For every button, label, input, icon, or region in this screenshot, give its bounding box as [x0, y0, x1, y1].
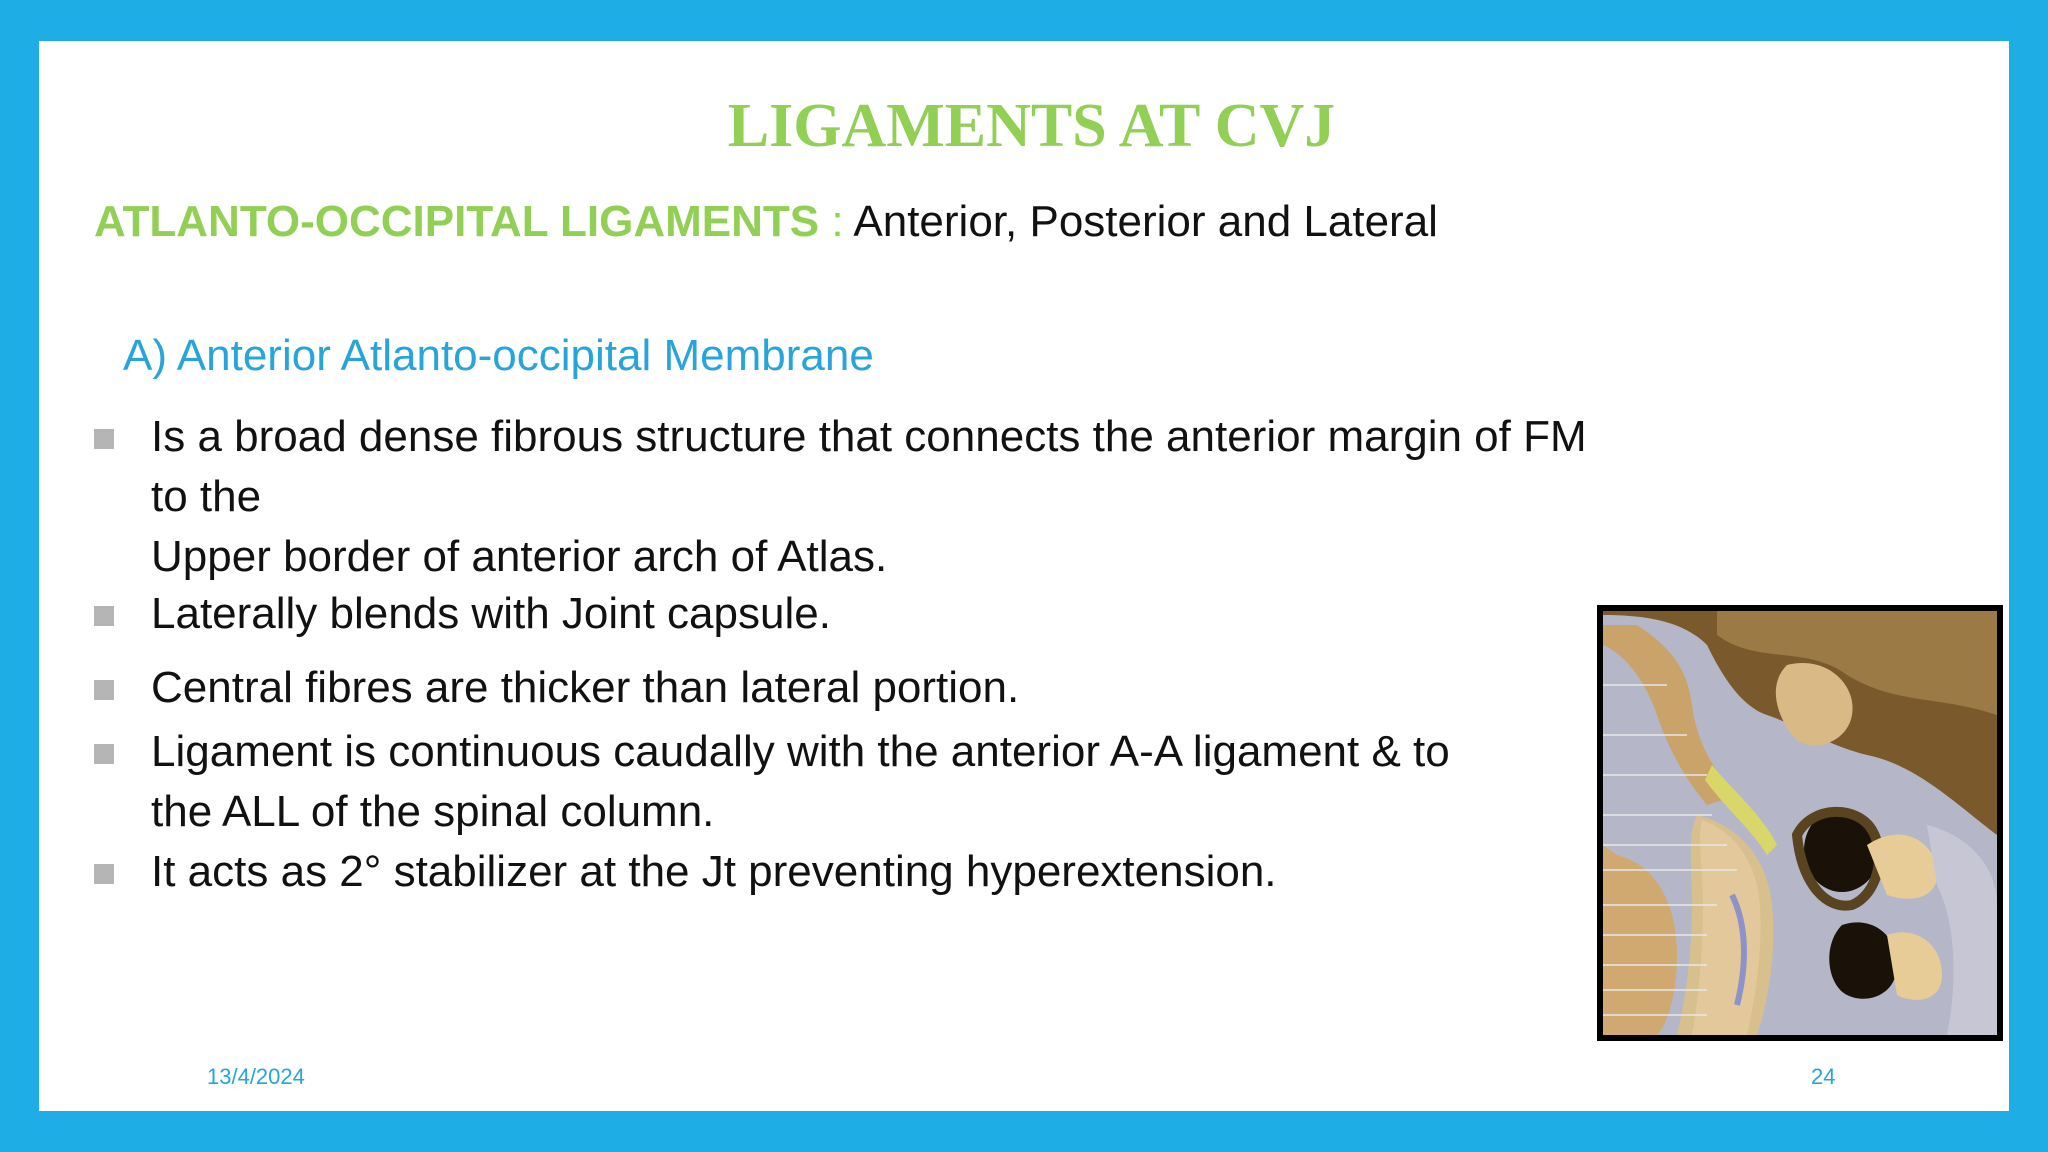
bullet-line: Upper border of anterior arch of Atlas.	[151, 532, 888, 581]
bullet-square-icon	[94, 429, 114, 449]
bullet-square-icon	[94, 606, 114, 626]
anatomy-illustration	[1597, 605, 2003, 1041]
bullet-item	[94, 842, 1634, 902]
bullet-line: Laterally blends with Joint capsule.	[151, 589, 831, 638]
footer-page-number: 24	[1811, 1064, 1836, 1089]
subtitle-separator: :	[819, 197, 854, 246]
bullet-line: It acts as 2° stabilizer at the Jt preventing hyperextension.	[151, 847, 1277, 896]
subtitle-rest: Anterior, Posterior and Lateral	[853, 197, 1438, 246]
subtitle-highlight: ATLANTO-OCCIPITAL LIGAMENTS	[94, 197, 820, 246]
bullet-line: the ALL of the spinal column.	[151, 787, 715, 836]
bullet-item	[94, 584, 1634, 644]
bullet-item	[94, 658, 1634, 718]
bullet-square-icon	[94, 680, 114, 700]
slide-subtitle	[94, 197, 1438, 247]
bullet-line: Ligament is continuous caudally with the anterior A-A ligament & to	[151, 727, 1450, 776]
bullet-item	[94, 407, 1634, 587]
bullet-line: Is a broad dense fibrous structure that connects the anterior margin of FM to the	[151, 412, 1587, 521]
bullet-line: Central fibres are thicker than lateral portion.	[151, 663, 1020, 712]
bullet-square-icon	[94, 864, 114, 884]
footer-date: 13/4/2024	[207, 1064, 305, 1089]
section-heading: A) Anterior Atlanto-occipital Membrane	[123, 331, 874, 380]
bullet-item	[94, 722, 1634, 842]
slide	[39, 41, 2009, 1111]
slide-title: LIGAMENTS AT CVJ	[727, 92, 1336, 160]
bullet-square-icon	[94, 744, 114, 764]
cvj-sagittal-section-image	[1597, 605, 2003, 1041]
